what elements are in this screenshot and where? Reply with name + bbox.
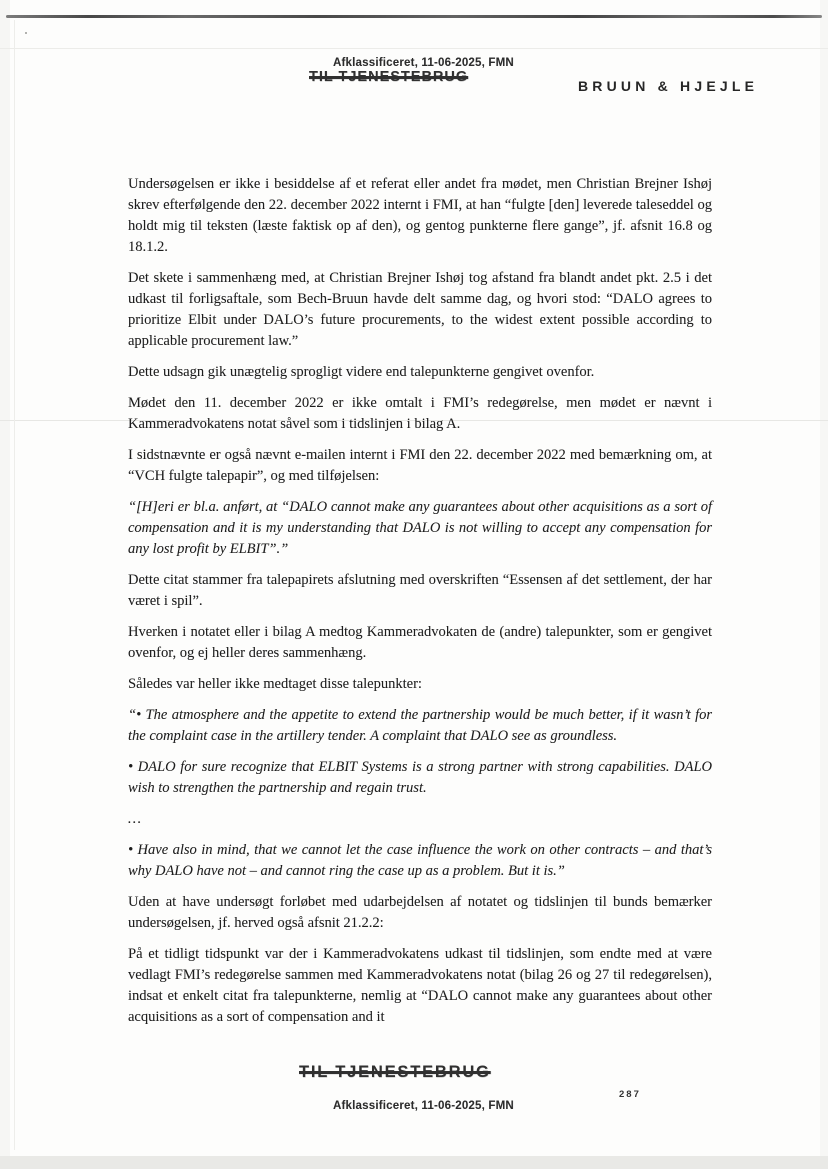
document-paragraph: Det skete i sammenhæng med, at Christian Brejner Ishøj tog afstand fra blandt andet pkt. 2.5 i det udkast til forligsaftale, som Bech-Bruun havde delt samme dag, og hvori stod: “DALO agrees to prioritize Elbit under DALO’s future procurements, to the widest extent possible according to applicable procurement law.”: [128, 270, 712, 349]
scan-edge-bottom: [0, 1156, 828, 1169]
classification-stamp-footer: TIL TJENESTEBRUG: [299, 1063, 491, 1081]
document-paragraph: På et tidligt tidspunkt var der i Kammeradvokatens udkast til tidslinjen, som endte med at være vedlagt FMI’s redegørelse sammen med Kammeradvokatens notat (bilag 26 og 27 til redegørelsen), indsat et enkelt citat fra talepunkterne, nemlig at “DALO cannot make any guarantees about other acquisitions as a sort of compensation and it: [128, 946, 712, 1025]
scan-artifact-line: [6, 15, 822, 18]
scan-edge-right: [820, 0, 828, 1169]
scan-speck: [25, 32, 27, 34]
document-paragraph: I sidstnævnte er også nævnt e-mailen internt i FMI den 22. december 2022 med bemærkning om, at “VCH fulgte talepapir”, og med tilføjelsen:: [128, 447, 712, 484]
declassification-footer: Afklassificeret, 11-06-2025, FMN: [333, 1100, 514, 1112]
page-number: 287: [619, 1089, 641, 1100]
scan-edge-left: [0, 0, 10, 1169]
document-quote-bullet: • DALO for sure recognize that ELBIT Systems is a strong partner with strong capabilities. DALO wish to strengthen the partnership and regain trust.: [128, 759, 712, 796]
document-quote-bullet: • Have also in mind, that we cannot let the case influence the work on other contracts – and that’s why DALO have not – and cannot ring the case up as a problem. But it is.”: [128, 842, 712, 879]
document-paragraph: Hverken i notatet eller i bilag A medtog Kammeradvokaten de (andre) talepunkter, som er gengivet ovenfor, og ej heller deres sammenhæng.: [128, 624, 712, 661]
document-paragraph: Dette udsagn gik unægtelig sprogligt videre end talepunkterne gengivet ovenfor.: [128, 364, 595, 380]
document-quote-paragraph: “[H]eri er bl.a. anført, at “DALO cannot make any guarantees about other acquisitions as a sort of compensation and it is my understanding that DALO is not willing to accept any compensation for any lost profit by ELBIT”.”: [128, 499, 712, 557]
document-paragraph: Undersøgelsen er ikke i besiddelse af et referat eller andet fra mødet, men Christian Brejner Ishøj skrev efterfølgende den 22. december 2022 internt i FMI, at han “fulgte [den] leverede taleseddel og holdt mig til teksten (læste faktisk op af den), og gentog punkterne flere gange”, jf. afsnit 16.8 og 18.1.2.: [128, 176, 712, 255]
document-paragraph: Således var heller ikke medtaget disse talepunkter:: [128, 676, 422, 692]
document-quote-ellipsis: …: [128, 811, 141, 827]
scan-artifact-line: [0, 48, 828, 49]
declassification-header: Afklassificeret, 11-06-2025, FMN: [333, 57, 514, 69]
document-paragraph: Dette citat stammer fra talepapirets afslutning med overskriften “Essensen af det settlement, der har været i spil”.: [128, 572, 712, 609]
classification-stamp-header: TIL TJENESTEBRUG: [309, 69, 469, 85]
firm-logo: BRUUN & HJEJLE: [578, 78, 759, 94]
document-paragraph: Uden at have undersøgt forløbet med udarbejdelsen af notatet og tidslinjen til bunds bemærker undersøgelsen, jf. herved også afsnit 21.2.2:: [128, 894, 712, 931]
document-quote-bullet: “• The atmosphere and the appetite to extend the partnership would be much better, if it wasn’t for the complaint case in the artillery tender. A complaint that DALO see as groundless.: [128, 707, 712, 744]
document-paragraph: Mødet den 11. december 2022 er ikke omtalt i FMI’s redegørelse, men mødet er nævnt i Kammeradvokatens notat såvel som i tidslinjen i bilag A.: [128, 395, 712, 432]
document-body: [128, 174, 712, 1038]
scan-artifact-line: [14, 20, 15, 1150]
